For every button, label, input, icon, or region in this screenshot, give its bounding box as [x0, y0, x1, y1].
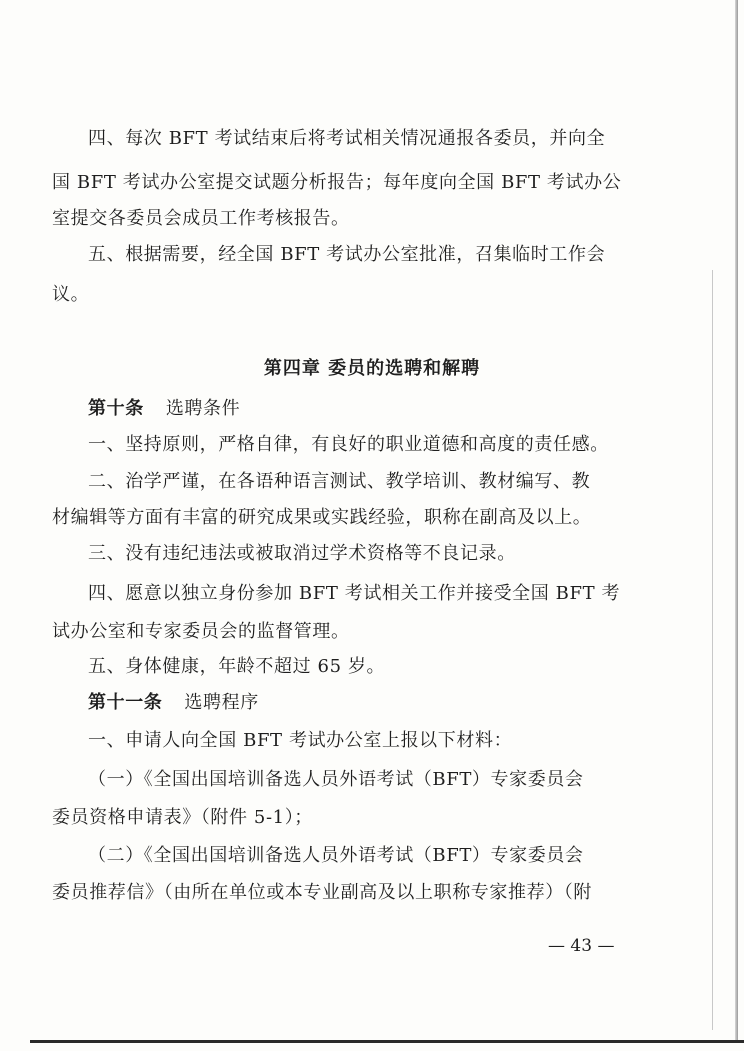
- list-item: 委员推荐信》（由所在单位或本专业副高及以上职称专家推荐）（附: [52, 882, 592, 903]
- article-heading: [88, 691, 259, 715]
- list-item: 委员资格申请表》（附件 5-1）；: [52, 807, 313, 828]
- article-title: 选聘程序: [184, 692, 259, 713]
- list-item: （一）《全国出国培训备选人员外语考试（BFT）专家委员会: [88, 769, 584, 790]
- paragraph-line: 议。: [52, 284, 90, 305]
- list-item: 三、没有违纪违法或被取消过学术资格等不良记录。: [88, 543, 516, 564]
- page-fold-line: [712, 270, 713, 1030]
- chapter-title: 第四章 委员的选聘和解聘: [263, 358, 481, 379]
- list-item: （二）《全国出国培训备选人员外语考试（BFT）专家委员会: [88, 845, 584, 866]
- list-item: 二、治学严谨，在各语种语言测试、教学培训、教材编写、教: [88, 471, 591, 492]
- article-label: 第十条: [88, 398, 144, 419]
- list-item: 材编辑等方面有丰富的研究成果或实践经验，职称在副高及以上。: [52, 507, 592, 528]
- paragraph-line: 室提交各委员会成员工作考核报告。: [52, 208, 350, 229]
- list-item: 五、身体健康，年龄不超过 65 岁。: [88, 656, 386, 677]
- paragraph-line: 五、根据需要，经全国 BFT 考试办公室批准，召集临时工作会: [88, 244, 606, 265]
- list-item: 一、申请人向全国 BFT 考试办公室上报以下材料：: [88, 730, 513, 751]
- list-item: 一、坚持原则，严格自律，有良好的职业道德和高度的责任感。: [88, 434, 609, 455]
- paragraph-line: 国 BFT 考试办公室提交试题分析报告；每年度向全国 BFT 考试办公: [52, 172, 622, 193]
- list-item: 四、愿意以独立身份参加 BFT 考试相关工作并接受全国 BFT 考: [88, 583, 621, 604]
- paragraph-line: 四、每次 BFT 考试结束后将考试相关情况通报各委员，并向全: [88, 128, 606, 149]
- page-edge-shadow: [735, 0, 738, 1040]
- article-title: 选聘条件: [165, 398, 241, 419]
- bottom-border: [30, 1040, 744, 1043]
- article-heading: [88, 397, 240, 421]
- list-item: 试办公室和专家委员会的监督管理。: [52, 621, 350, 642]
- page-number: — 43 —: [548, 936, 615, 956]
- article-label: 第十一条: [88, 692, 163, 713]
